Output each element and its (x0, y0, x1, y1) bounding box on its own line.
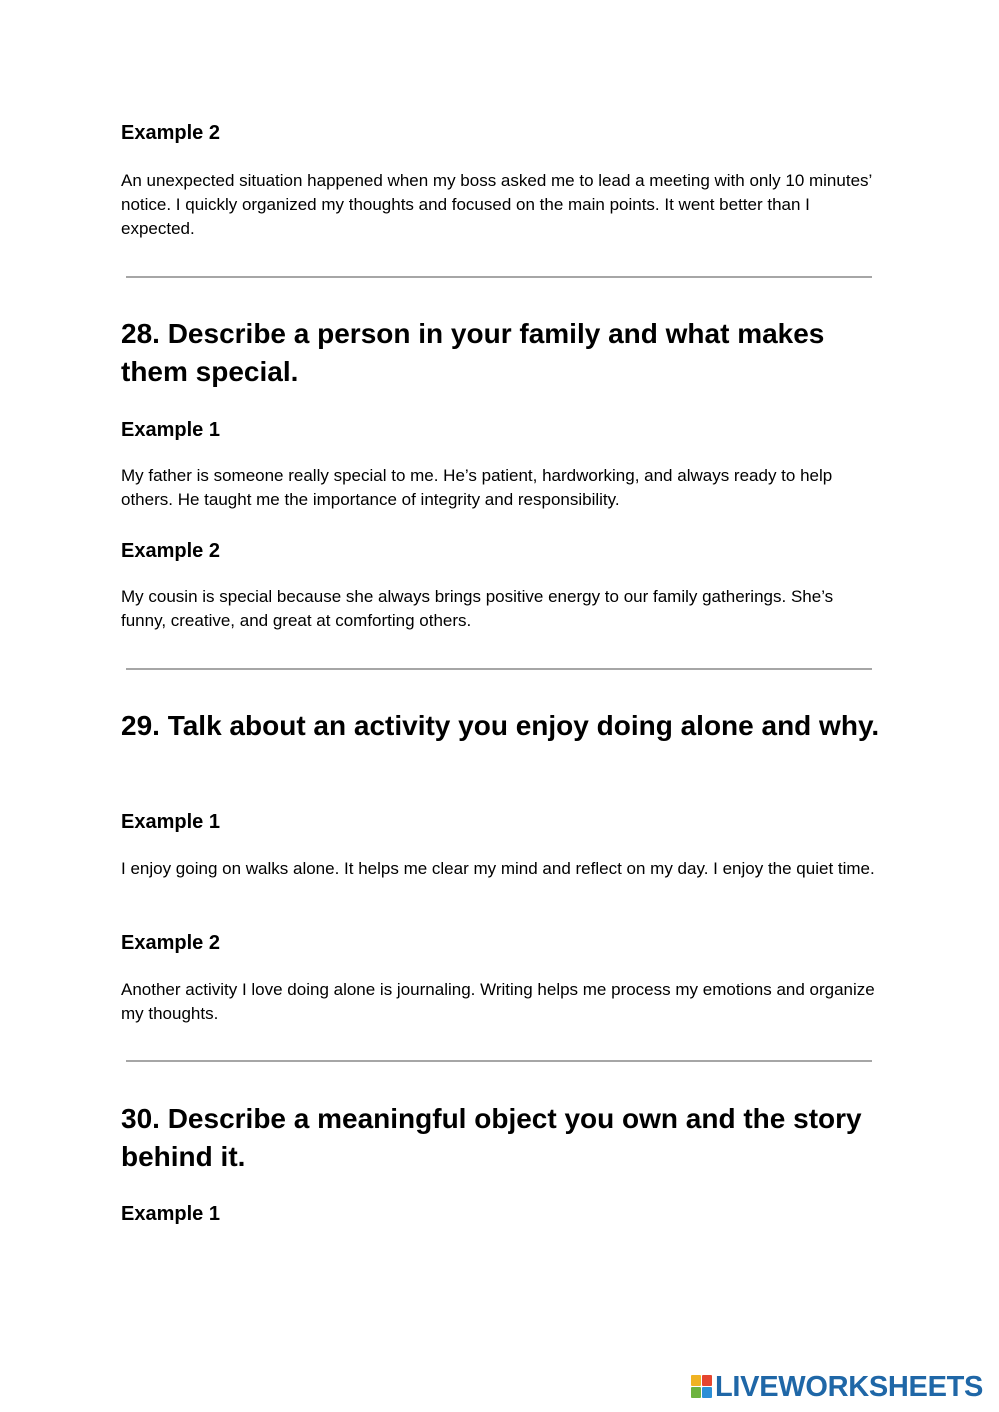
example-heading: Example 2 (121, 122, 220, 144)
question-title: 30. Describe a meaningful object you own and the story behind it. (121, 1103, 862, 1172)
section-divider (126, 668, 872, 670)
example-heading: Example 2 (121, 932, 220, 954)
example-answer-text: An unexpected situation happened when my boss asked me to lead a meeting with only 10 minutes’ notice. I quickly organized my thoughts and focused on the main points. It went better than I expected. (121, 171, 872, 238)
logo-block (702, 1387, 712, 1398)
example-heading: Example 1 (121, 419, 220, 441)
question-title: 28. Describe a person in your family and what makes them special. (121, 318, 825, 387)
example-answer-text: I enjoy going on walks alone. It helps me clear my mind and reflect on my day. I enjoy the quiet time. (121, 859, 875, 878)
example-heading: Example 2 (121, 540, 220, 562)
logo-wordmark: LIVEWORKSHEETS (715, 1371, 984, 1403)
logo-block (691, 1375, 701, 1386)
example-answer-text: My cousin is special because she always brings positive energy to our family gatherings. She’s funny, creative, and great at comforting others. (121, 587, 834, 630)
logo-blocks-icon (691, 1375, 712, 1399)
logo-block (702, 1375, 712, 1386)
question-title: 29. Talk about an activity you enjoy doing alone and why. (121, 710, 880, 741)
section-divider (126, 276, 872, 278)
example-heading: Example 1 (121, 811, 220, 833)
liveworksheets-logo[interactable] (691, 1372, 983, 1402)
logo-block (691, 1387, 701, 1398)
example-answer-text: My father is someone really special to me. He’s patient, hardworking, and always ready to help others. He taught me the importance of integrity and responsibility. (121, 466, 833, 509)
section-divider (126, 1060, 872, 1062)
example-heading: Example 1 (121, 1203, 220, 1225)
example-answer-text: Another activity I love doing alone is journaling. Writing helps me process my emotions and organize my thoughts. (121, 980, 875, 1023)
